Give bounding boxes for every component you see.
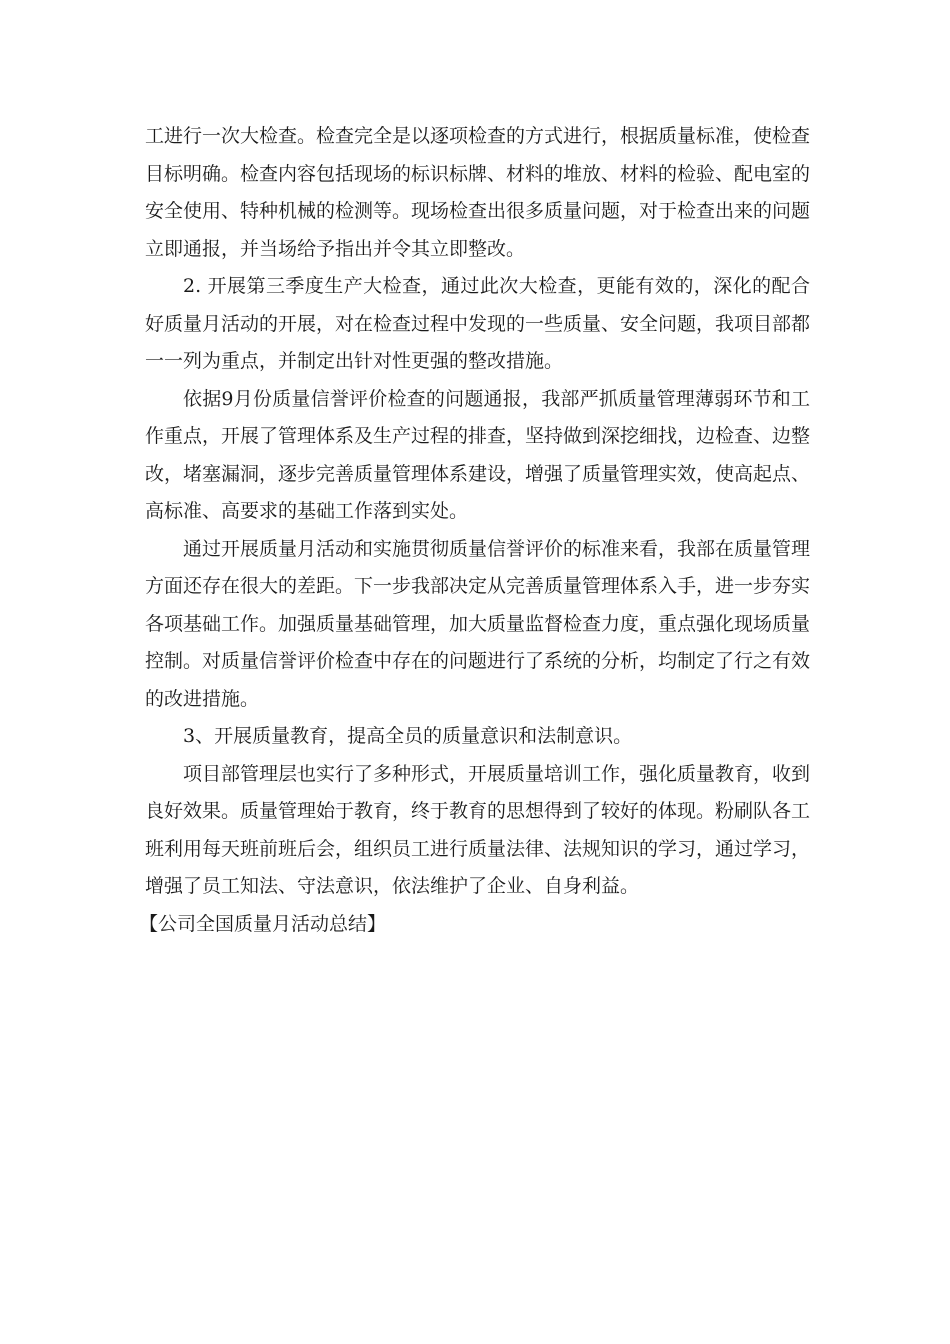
paragraph-quality-education-heading: 3、开展质量教育，提高全员的质量意识和法制意识。 <box>183 725 633 747</box>
document-body <box>139 118 811 943</box>
paragraph-inspection-continued: 工进行一次大检查。检查完全是以逐项检查的方式进行，根据质量标准，使检查目标明确。检查内容包括现场的标识标牌、材料的堆放、材料的检验、配电室的安全使用、特种机械的检测等。现场检查出很多质量问题，对于检查出来的问题立即通报，并当场给予指出并令其立即整改。 <box>145 125 811 260</box>
paragraph-quality-training: 项目部管理层也实行了多种形式，开展质量培训工作，强化质量教育，收到良好效果。质量管理始于教育，终于教育的思想得到了较好的体现。粉刷队各工班利用每天班前班后会，组织员工进行质量法律、法规知识的学习，通过学习，增强了员工知法、守法意识，依法维护了企业、自身利益。 <box>145 762 811 897</box>
paragraph-september-evaluation: 依据9月份质量信誉评价检查的问题通报，我部严抓质量管理薄弱环节和工作重点，开展了管理体系及生产过程的排查，坚持做到深挖细找，边检查、边整改，堵塞漏洞，逐步完善质量管理体系建设，增强了质量管理实效，使高起点、高标准、高要求的基础工作落到实处。 <box>145 387 811 522</box>
document-footer-title: 【公司全国质量月活动总结】 <box>139 912 387 935</box>
paragraph-improvement-plan: 通过开展质量月活动和实施贯彻质量信誉评价的标准来看，我部在质量管理方面还存在很大的差距。下一步我部决定从完善质量管理体系入手，进一步夯实各项基础工作。加强质量基础管理，加大质量监督检查力度，重点强化现场质量控制。对质量信誉评价检查中存在的问题进行了系统的分析，均制定了行之有效的改进措施。 <box>145 537 811 710</box>
paragraph-third-quarter-inspection: 2. 开展第三季度生产大检查，通过此次大检查，更能有效的，深化的配合好质量月活动的开展，对在检查过程中发现的一些质量、安全问题，我项目部都一一列为重点，并制定出针对性更强的整改措施。 <box>145 275 811 372</box>
